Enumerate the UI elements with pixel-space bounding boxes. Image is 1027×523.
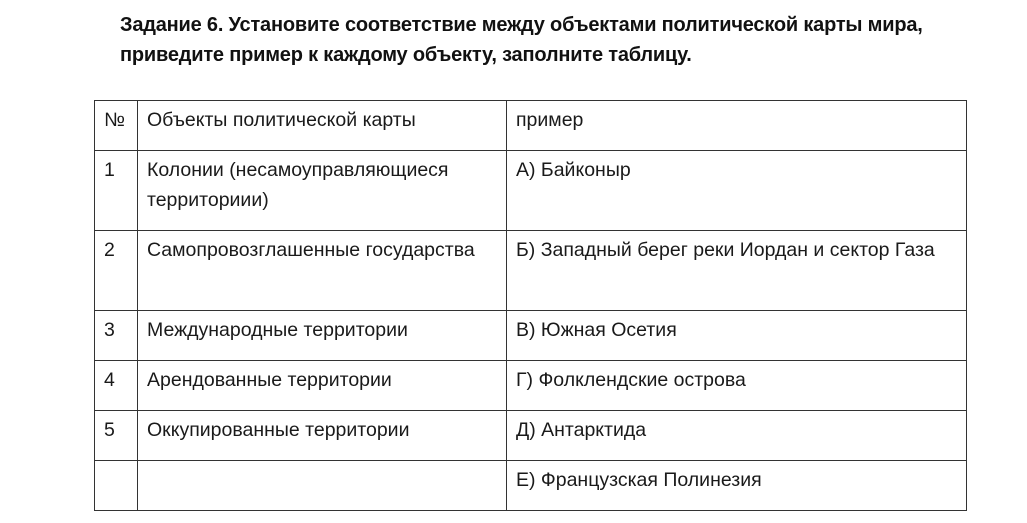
row-number: 4 (95, 361, 138, 411)
row-object: Оккупированные территории (138, 411, 507, 461)
row-example: Д) Антарктида (507, 411, 967, 461)
header-objects: Объекты политической карты (138, 101, 507, 151)
row-example: Е) Французская Полинезия (507, 461, 967, 511)
header-number: № (95, 101, 138, 151)
matching-table (94, 100, 967, 511)
row-example: Б) Западный берег реки Иордан и сектор Газа (507, 231, 967, 311)
row-object: Колонии (несамоуправляющиеся территориии) (138, 151, 507, 231)
table-row (95, 361, 967, 411)
row-object: Международные территории (138, 311, 507, 361)
task-title-line-1: Задание 6. Установите соответствие между объектами политической карты мира, (120, 14, 923, 36)
table-row (95, 461, 967, 511)
table-row (95, 311, 967, 361)
row-number: 5 (95, 411, 138, 461)
table-row (95, 151, 967, 231)
header-example: пример (507, 101, 967, 151)
row-number: 3 (95, 311, 138, 361)
task-header (120, 10, 1020, 70)
row-example: В) Южная Осетия (507, 311, 967, 361)
table-header-row (95, 101, 967, 151)
row-object: Арендованные территории (138, 361, 507, 411)
row-example: Г) Фолклендские острова (507, 361, 967, 411)
row-number: 1 (95, 151, 138, 231)
row-example: А) Байконыр (507, 151, 967, 231)
row-number (95, 461, 138, 511)
row-object (138, 461, 507, 511)
row-object: Самопровозглашенные государства (138, 231, 507, 311)
table-row (95, 231, 967, 311)
task-title-line-2: приведите пример к каждому объекту, заполните таблицу. (120, 44, 692, 66)
table-row (95, 411, 967, 461)
row-number: 2 (95, 231, 138, 311)
